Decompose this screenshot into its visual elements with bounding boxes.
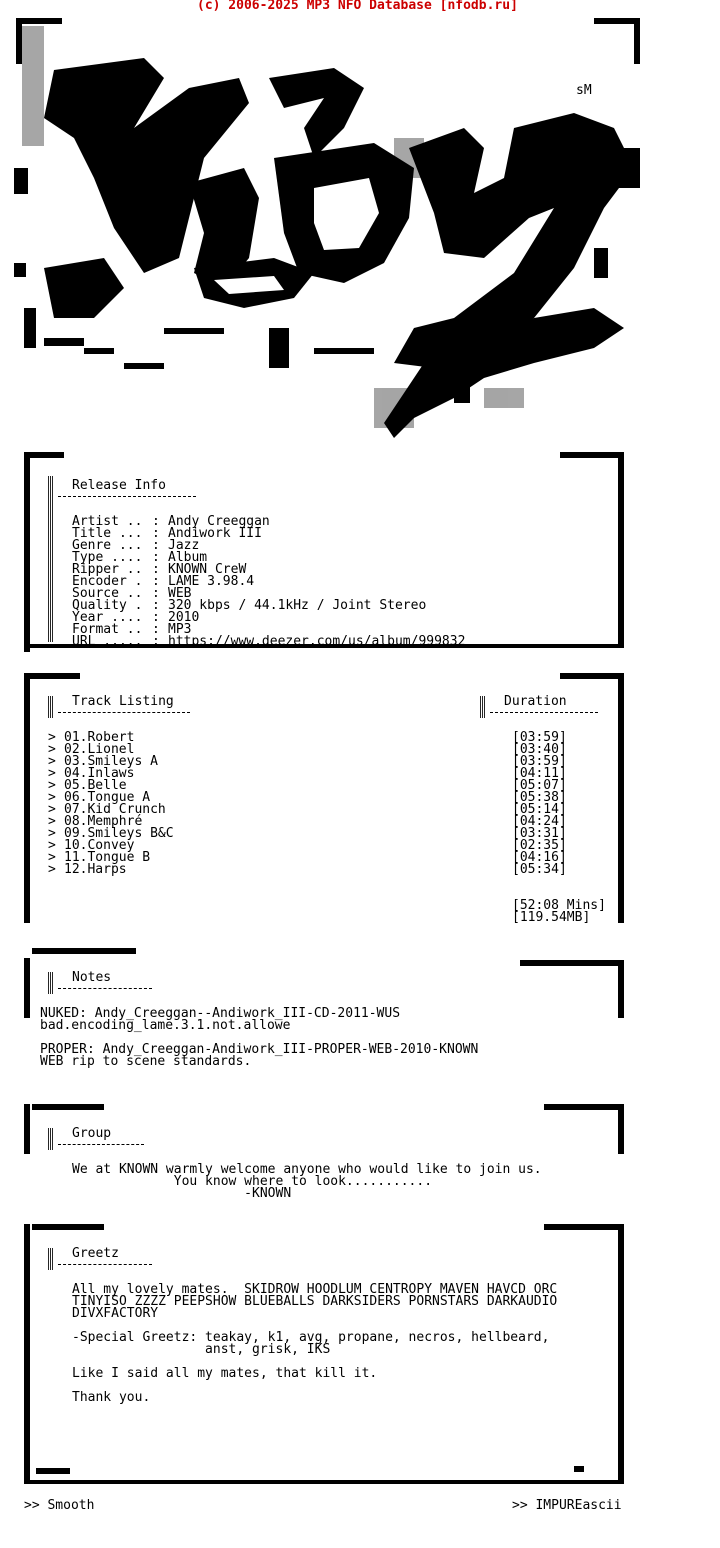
track-bullet: >	[48, 790, 56, 805]
info-label: Year ....	[72, 610, 143, 625]
notes-line: bad.encoding_lame.3.1.not.allowe	[40, 1018, 291, 1033]
track-duration: [04:16]	[512, 850, 567, 865]
info-sep: :	[152, 634, 160, 649]
info-value: Andiwork III	[168, 526, 262, 541]
group-line: We at KNOWN warmly welcome anyone who would like to join us.	[72, 1162, 542, 1177]
track-name: 01.Robert	[64, 730, 135, 745]
info-sep: :	[152, 514, 160, 529]
track-duration: [05:07]	[512, 778, 567, 793]
info-sep: :	[152, 538, 160, 553]
track-duration: [02:35]	[512, 838, 567, 853]
track-name: 02.Lionel	[64, 742, 135, 757]
info-sep: :	[152, 574, 160, 589]
total-size: [119.54MB]	[512, 910, 591, 925]
info-value: KNOWN CreW	[168, 562, 247, 577]
track-bullet: >	[48, 826, 56, 841]
track-name: 10.Convey	[64, 838, 135, 853]
track-bullet: >	[48, 850, 56, 865]
info-label: Genre ...	[72, 538, 143, 553]
greetz-line: -Special Greetz: teakay, k1, avg, propane, necros, hellbeard,	[72, 1330, 550, 1345]
info-label: Artist ..	[72, 514, 143, 529]
notes-line: NUKED: Andy_Creeggan--Andiwork_III-CD-2011-WUS	[40, 1006, 401, 1021]
notes-line: PROPER: Andy_Creeggan-Andiwork_III-PROPER-WEB-2010-KNOWN	[40, 1042, 479, 1057]
info-sep: :	[152, 622, 160, 637]
track-duration: [03:59]	[512, 754, 567, 769]
group-line: You know where to look...........	[72, 1174, 433, 1189]
info-sep: :	[152, 550, 160, 565]
track-listing-title: Track Listing	[72, 694, 174, 709]
info-value: MP3	[168, 622, 192, 637]
logo-signature: sM	[576, 83, 592, 98]
info-value: 2010	[168, 610, 200, 625]
info-sep: :	[152, 562, 160, 577]
info-label: Ripper ..	[72, 562, 143, 577]
track-bullet: >	[48, 754, 56, 769]
info-sep: :	[152, 526, 160, 541]
track-duration: [03:40]	[512, 742, 567, 757]
greetz-line: Thank you.	[72, 1390, 151, 1405]
info-sep: :	[152, 610, 160, 625]
release-info-title: Release Info	[72, 478, 166, 493]
info-label: Type ....	[72, 550, 143, 565]
greetz-line: Like I said all my mates, that kill it.	[72, 1366, 378, 1381]
duration-title: Duration	[504, 694, 567, 709]
info-label: URL .....	[72, 634, 143, 649]
track-name: 04.Inlaws	[64, 766, 135, 781]
footer-left: >> Smooth	[24, 1498, 95, 1513]
info-label: Quality .	[72, 598, 143, 613]
track-name: 09.Smileys B&C	[64, 826, 174, 841]
track-bullet: >	[48, 814, 56, 829]
greetz-line: DIVXFACTORY	[72, 1306, 159, 1321]
known-ascii-logo-icon	[14, 18, 640, 442]
info-value: WEB	[168, 586, 192, 601]
track-duration: [03:31]	[512, 826, 567, 841]
track-duration: [04:11]	[512, 766, 567, 781]
info-sep: :	[152, 598, 160, 613]
info-value: Album	[168, 550, 208, 565]
info-label: Encoder .	[72, 574, 143, 589]
greetz-line: All my lovely mates. SKIDROW HOODLUM CENTROPY MAVEN HAVCD ORC	[72, 1282, 558, 1297]
group-title: Group	[72, 1126, 112, 1141]
greetz-line: TINYISO ZZZZ PEEPSHOW BLUEBALLS DARKSIDERS PORNSTARS DARKAUDIO	[72, 1294, 558, 1309]
info-label: Source ..	[72, 586, 143, 601]
track-name: 08.Memphré	[64, 814, 143, 829]
info-label: Title ...	[72, 526, 143, 541]
track-name: 11.Tongue B	[64, 850, 151, 865]
track-bullet: >	[48, 742, 56, 757]
notes-line: WEB rip to scene standards.	[40, 1054, 252, 1069]
track-name: 07.Kid Crunch	[64, 802, 166, 817]
track-bullet: >	[48, 766, 56, 781]
footer-right: >> IMPUREascii	[512, 1498, 622, 1513]
notes-title: Notes	[72, 970, 112, 985]
track-name: 03.Smileys A	[64, 754, 158, 769]
track-bullet: >	[48, 862, 56, 877]
track-name: 05.Belle	[64, 778, 127, 793]
page-header: (c) 2006-2025 MP3 NFO Database [nfodb.ru]	[197, 0, 518, 13]
info-value: 320 kbps / 44.1kHz / Joint Stereo	[168, 598, 427, 613]
info-value: Andy Creeggan	[168, 514, 270, 529]
track-bullet: >	[48, 730, 56, 745]
track-name: 06.Tongue A	[64, 790, 151, 805]
info-label: Format ..	[72, 622, 143, 637]
track-duration: [03:59]	[512, 730, 567, 745]
track-name: 12.Harps	[64, 862, 127, 877]
greetz-title: Greetz	[72, 1246, 119, 1261]
track-bullet: >	[48, 778, 56, 793]
info-value: https://www.deezer.com/us/album/999832	[168, 634, 466, 649]
track-duration: [05:34]	[512, 862, 567, 877]
track-bullet: >	[48, 802, 56, 817]
info-value: LAME 3.98.4	[168, 574, 255, 589]
track-duration: [05:38]	[512, 790, 567, 805]
group-line: -KNOWN	[72, 1186, 292, 1201]
track-duration: [05:14]	[512, 802, 567, 817]
track-bullet: >	[48, 838, 56, 853]
track-duration: [04:24]	[512, 814, 567, 829]
greetz-line: anst, grisk, IKS	[72, 1342, 331, 1357]
total-time: [52:08 Mins]	[512, 898, 606, 913]
info-value: Jazz	[168, 538, 200, 553]
info-sep: :	[152, 586, 160, 601]
